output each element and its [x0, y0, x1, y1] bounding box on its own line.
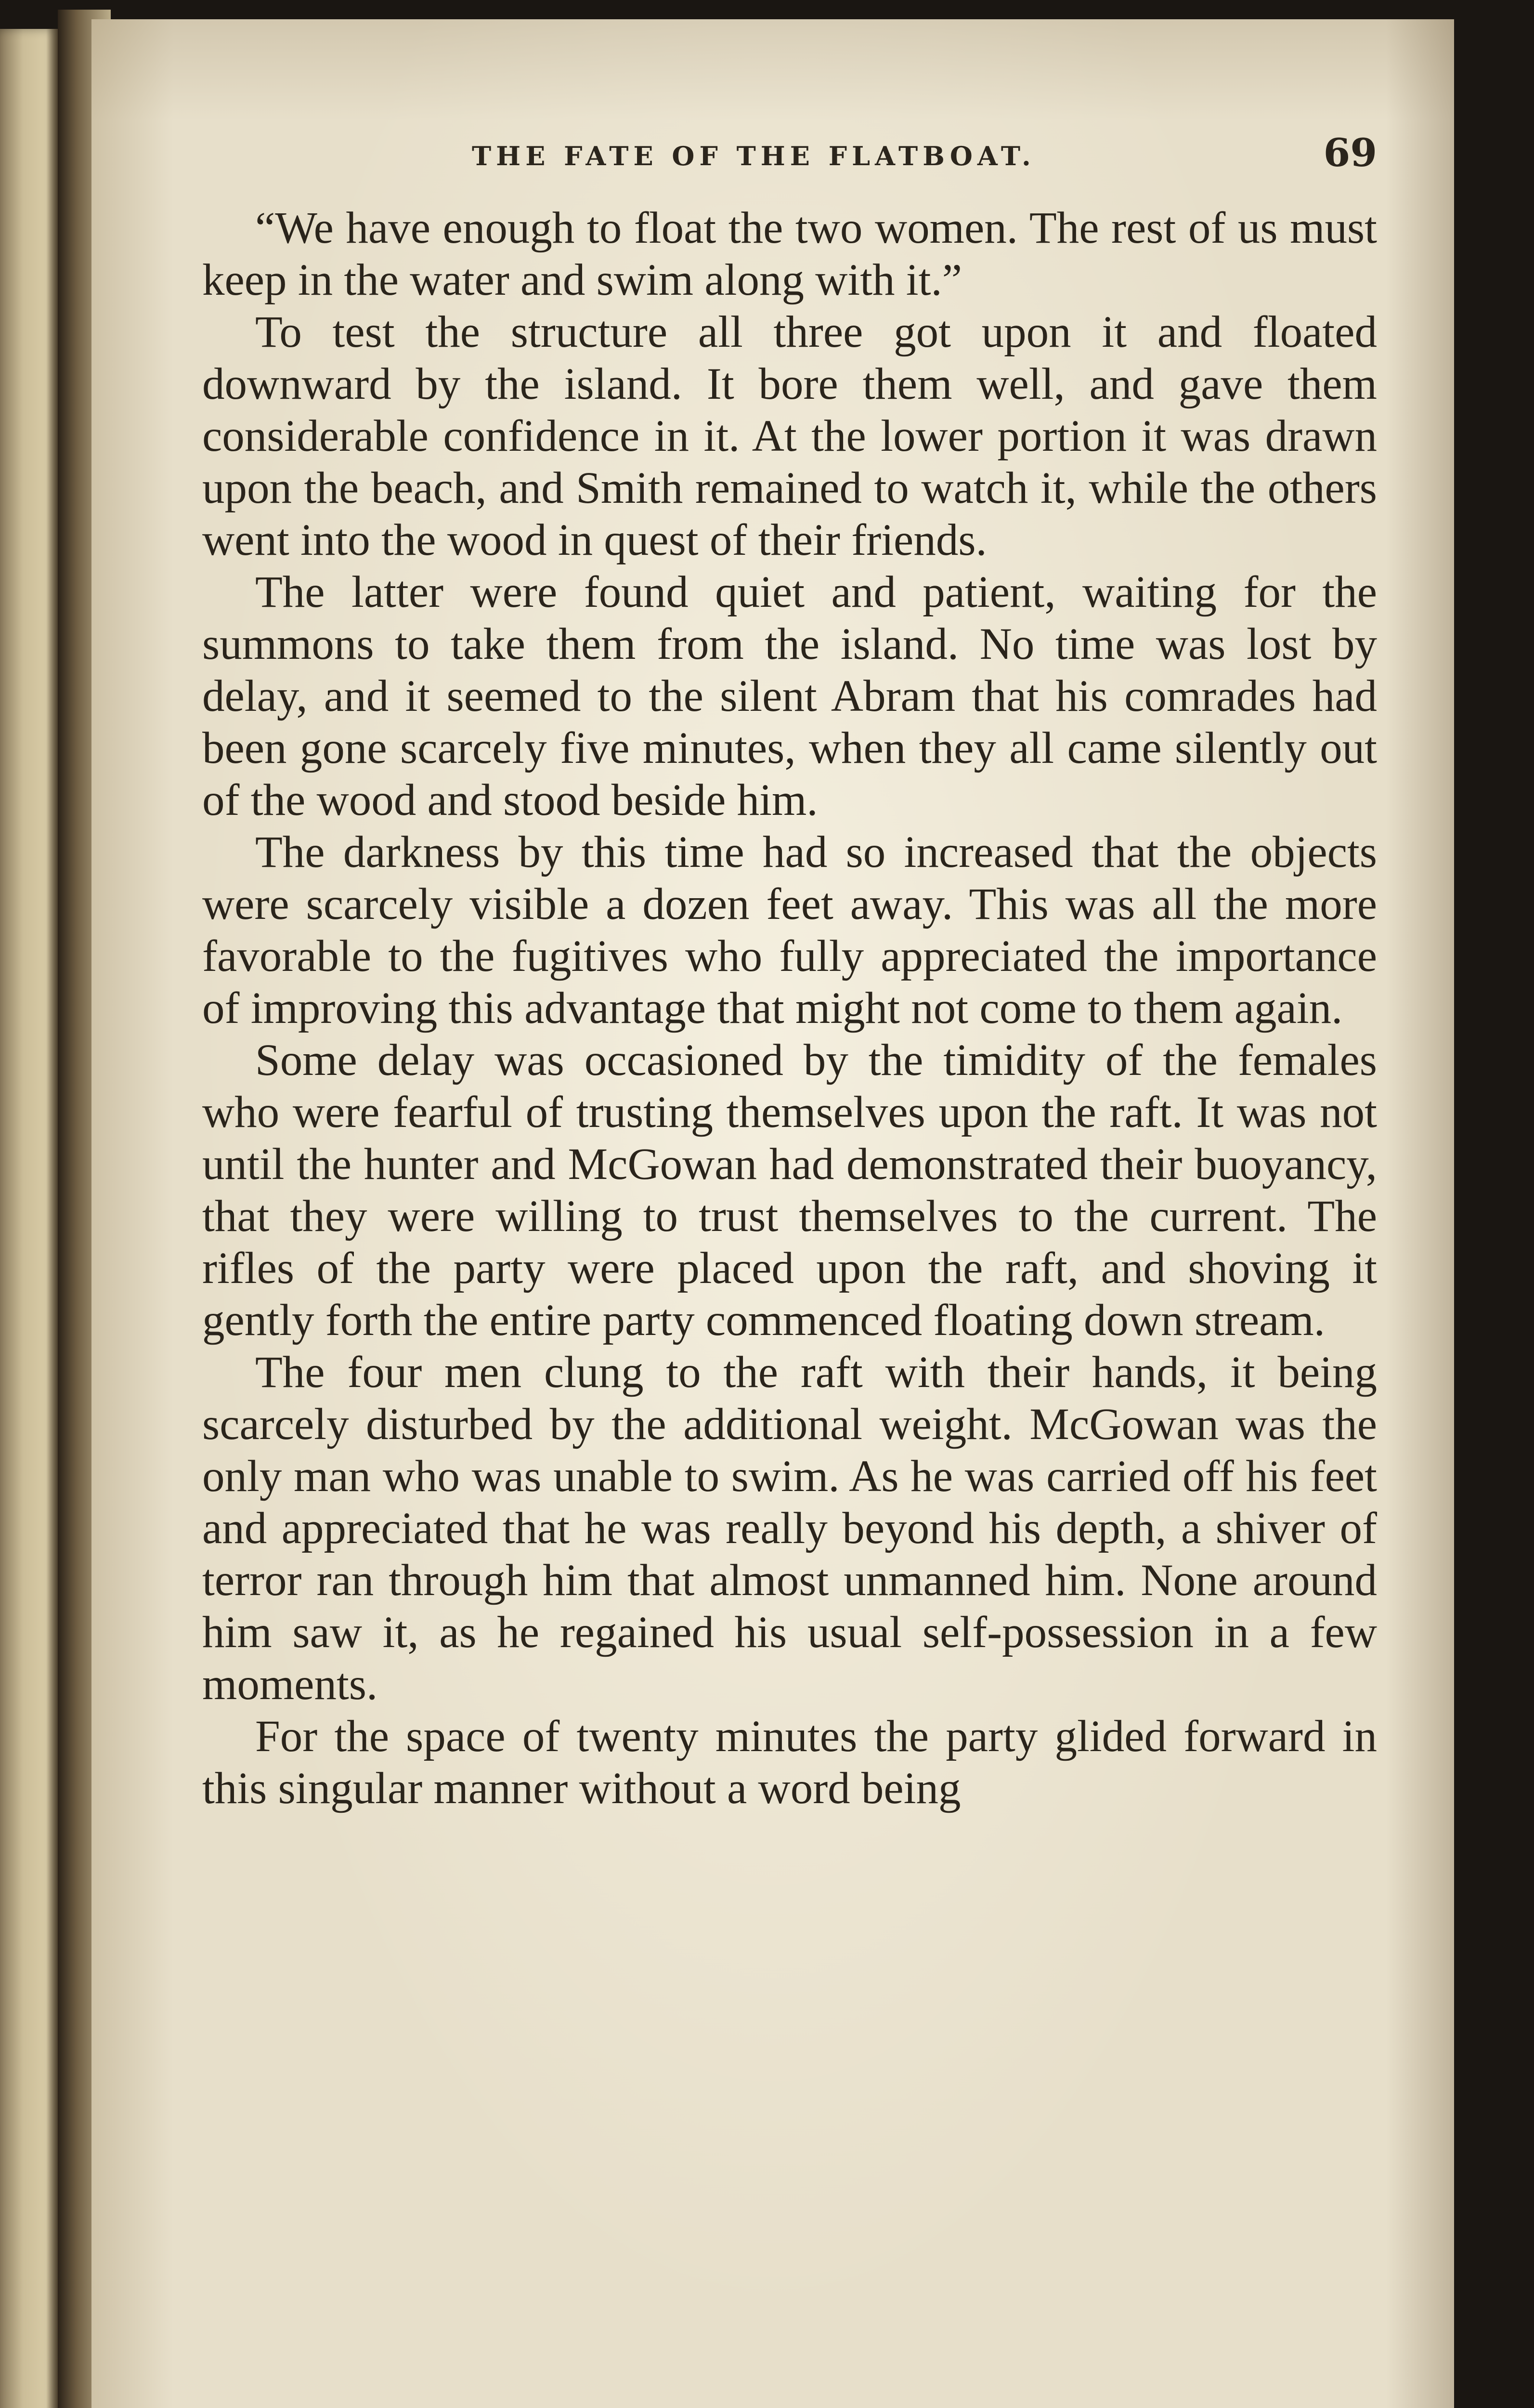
running-title: THE FATE OF THE FLATBOAT. — [472, 141, 1036, 171]
paragraph: The four men clung to the raft with their hands, it being scarcely disturbed by the additional weight. McGowan was the only man who was unable to swim. As he was carried off his feet and appreciated that he was really beyond his depth, a shiver of terror ran through him that almost unmanned him. None around him saw it, as he regained his usual self-possession in a few moments. — [202, 1348, 1377, 1709]
body-text — [202, 202, 1377, 1815]
paragraph: The darkness by this time had so increased that the objects were scarcely visible a dozen feet away. This was all the more favorable to the fugitives who fully appreciated the importance of improving this advantage that might not come to them again. — [202, 827, 1377, 1033]
running-head — [202, 130, 1377, 188]
previous-page-edge — [0, 29, 58, 2408]
paragraph: To test the structure all three got upon it and floated downward by the island. It bore them well, and gave them considerable confidence in it. At the lower portion it was drawn upon the beach, and Smith remained to watch it, while the others went into the wood in quest of their friends. — [202, 307, 1377, 565]
paragraph: “We have enough to float the two women. The rest of us must keep in the water and swim along with it.” — [202, 203, 1377, 305]
page-number: 69 — [1323, 130, 1377, 175]
page-sheet — [91, 19, 1454, 2408]
paragraph: The latter were found quiet and patient, waiting for the summons to take them from the island. No time was lost by delay, and it seemed to the silent Abram that his comrades had been gone scarcely five minutes, when they all came silently out of the wood and stood beside him. — [202, 567, 1377, 825]
paragraph: For the space of twenty minutes the party glided forward in this singular manner without a word being — [202, 1712, 1377, 1813]
paragraph: Some delay was occasioned by the timidity of the females who were fearful of trusting themselves upon the raft. It was not until the hunter and McGowan had demonstrated their buoyancy, that they were willing to trust themselves to the current. The rifles of the party were placed upon the raft, and shoving it gently forth the entire party commenced floating down stream. — [202, 1035, 1377, 1345]
